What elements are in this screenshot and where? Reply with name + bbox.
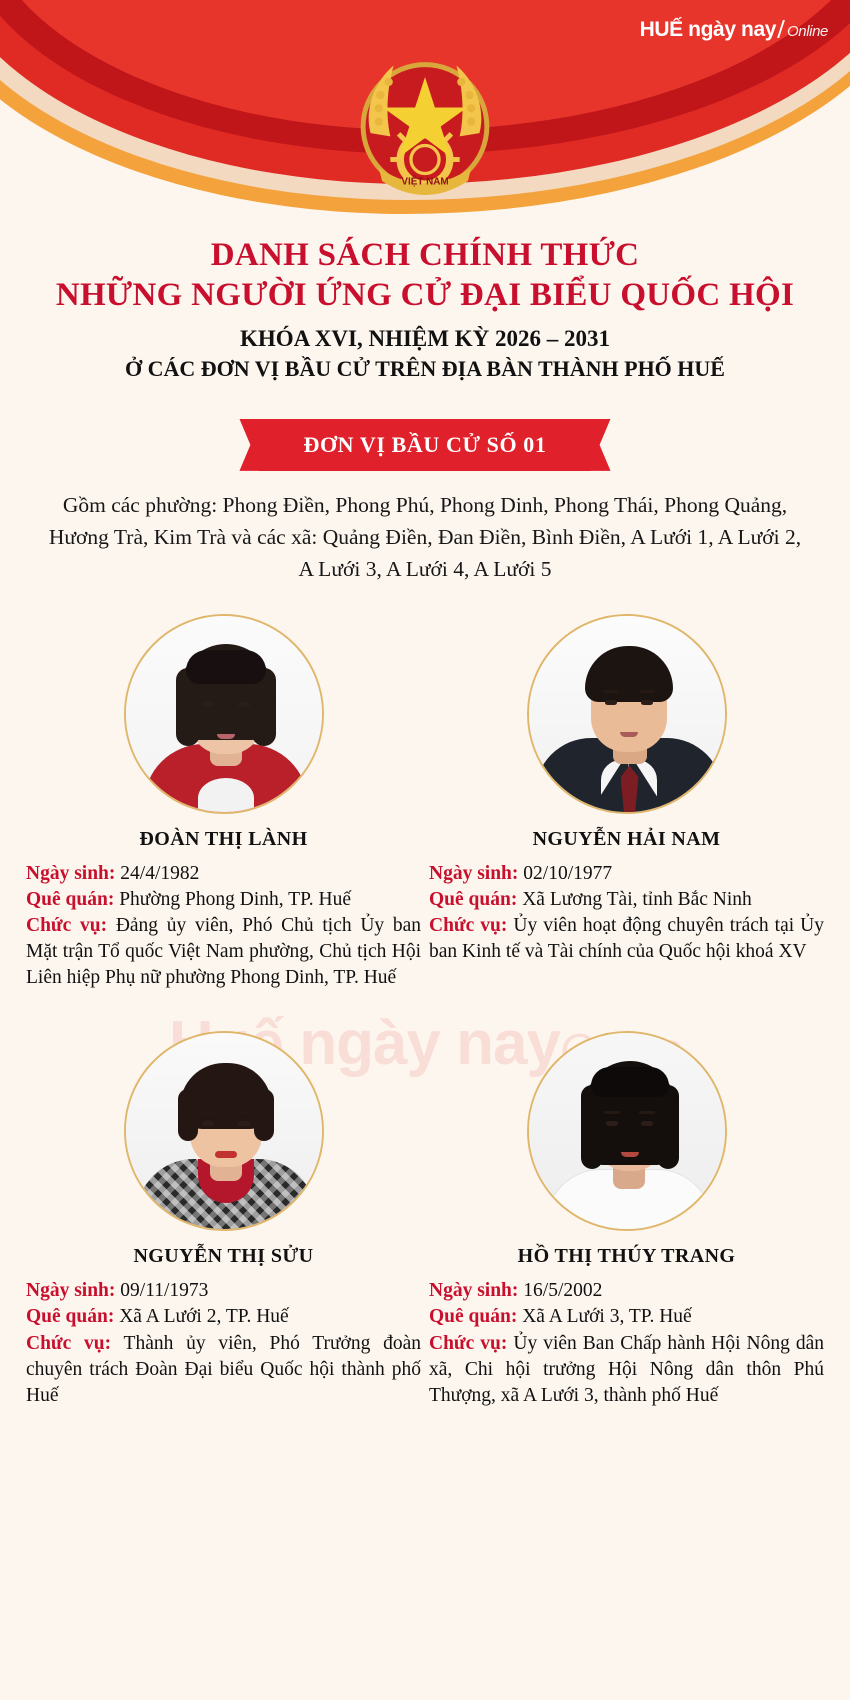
candidate-portrait bbox=[527, 614, 727, 814]
candidate-position bbox=[26, 1331, 421, 1409]
label-dob: Ngày sinh: bbox=[429, 862, 519, 884]
candidate-hometown bbox=[26, 1304, 421, 1330]
value-position: Ủy viên hoạt động chuyên trách tại Ủy ban Kinh tế và Tài chính của Quốc hội khoá XV bbox=[429, 914, 825, 963]
site-logo-name: HUẾ ngày nay bbox=[639, 18, 777, 41]
page-title-line3: KHÓA XVI, NHIỆM KỲ 2026 – 2031 bbox=[240, 325, 610, 351]
value-hometown: Phường Phong Dinh, TP. Huế bbox=[119, 888, 352, 910]
value-hometown: Xã A Lưới 2, TP. Huế bbox=[119, 1306, 289, 1328]
electoral-unit-ribbon-row bbox=[0, 419, 850, 471]
candidate-position bbox=[429, 1331, 824, 1409]
candidate-name: ĐOÀN THỊ LÀNH bbox=[139, 827, 308, 850]
candidate-card bbox=[22, 1031, 425, 1409]
candidate-grid bbox=[0, 614, 850, 1409]
label-position: Chức vụ: bbox=[429, 1332, 508, 1354]
candidate-name: HỒ THỊ THÚY TRANG bbox=[517, 1245, 736, 1268]
page-title-line4: Ở CÁC ĐƠN VỊ BẦU CỬ TRÊN ĐỊA BÀN THÀNH PHỐ HUẾ bbox=[125, 355, 725, 381]
label-position: Chức vụ: bbox=[26, 914, 108, 936]
value-hometown: Xã A Lưới 3, TP. Huế bbox=[522, 1306, 692, 1328]
candidate-dob bbox=[26, 1278, 421, 1304]
national-emblem-icon bbox=[343, 44, 508, 209]
candidate-photo-wrap bbox=[26, 614, 421, 814]
value-position: Đảng ủy viên, Phó Chủ tịch Ủy ban Mặt trận Tổ quốc Việt Nam phường, Chủ tịch Hội Liên hiệp Phụ nữ phường Phong Dinh, TP. Huế bbox=[26, 914, 422, 989]
label-hometown: Quê quán: bbox=[429, 888, 518, 910]
candidate-dob bbox=[26, 861, 421, 887]
candidate-card bbox=[425, 1031, 828, 1409]
candidate-photo-wrap bbox=[429, 614, 824, 814]
candidate-dob bbox=[429, 1278, 824, 1304]
label-position: Chức vụ: bbox=[26, 1332, 112, 1354]
label-dob: Ngày sinh: bbox=[26, 862, 116, 884]
value-dob: 02/10/1977 bbox=[523, 862, 613, 884]
value-dob: 16/5/2002 bbox=[523, 1280, 603, 1302]
candidate-dob bbox=[429, 861, 824, 887]
candidate-photo-wrap bbox=[26, 1031, 421, 1231]
value-dob: 09/11/1973 bbox=[120, 1280, 209, 1302]
candidate-name: NGUYỄN THỊ SỬU bbox=[133, 1245, 314, 1268]
watermark-text: Huế ngày nay bbox=[168, 1009, 560, 1078]
candidate-position bbox=[429, 913, 824, 965]
page-title-line1: DANH SÁCH CHÍNH THỨC bbox=[210, 237, 640, 273]
value-dob: 24/4/1982 bbox=[120, 862, 200, 884]
label-dob: Ngày sinh: bbox=[429, 1280, 519, 1302]
label-hometown: Quê quán: bbox=[429, 1306, 518, 1328]
candidate-portrait bbox=[124, 1031, 324, 1231]
candidate-name: NGUYỄN HẢI NAM bbox=[532, 827, 721, 850]
site-logo bbox=[640, 18, 828, 42]
title-block bbox=[0, 225, 850, 383]
page-title-line2: NHỮNG NGƯỜI ỨNG CỬ ĐẠI BIỂU QUỐC HỘI bbox=[55, 277, 795, 314]
logo-slash-icon bbox=[777, 20, 785, 38]
emblem-country-text: VIỆT NAM bbox=[401, 176, 449, 188]
label-hometown: Quê quán: bbox=[26, 888, 115, 910]
candidate-portrait bbox=[124, 614, 324, 814]
value-position: Thành ủy viên, Phó Trưởng đoàn chuyên trách Đoàn Đại biểu Quốc hội thành phố Huế bbox=[26, 1332, 422, 1406]
electoral-unit-ribbon: ĐƠN VỊ BẦU CỬ SỐ 01 bbox=[259, 419, 590, 471]
candidate-portrait bbox=[527, 1031, 727, 1231]
value-hometown: Xã Lương Tài, tỉnh Bắc Ninh bbox=[522, 888, 752, 910]
candidate-card bbox=[425, 614, 828, 992]
candidate-hometown bbox=[26, 887, 421, 913]
site-logo-edition: Online bbox=[787, 23, 828, 40]
candidate-hometown bbox=[429, 887, 824, 913]
electoral-unit-description: Gồm các phường: Phong Điền, Phong Phú, Phong Dinh, Phong Thái, Phong Quảng, Hương Trà, Kim Trà và các xã: Quảng Điền, Đan Điền, Bình Điền, A Lưới 1, A Lưới 2, A Lưới 3, A Lưới 4, A Lưới 5 bbox=[48, 492, 802, 582]
candidate-position bbox=[26, 913, 421, 991]
label-position: Chức vụ: bbox=[429, 914, 508, 936]
value-position: Ủy viên Ban Chấp hành Hội Nông dân xã, Chi hội trưởng Hội Nông dân thôn Phú Thượng, xã A Lưới 3, thành phố Huế bbox=[429, 1332, 824, 1406]
candidate-photo-wrap bbox=[429, 1031, 824, 1231]
candidate-card bbox=[22, 614, 425, 992]
candidate-hometown bbox=[429, 1304, 824, 1330]
label-dob: Ngày sinh: bbox=[26, 1280, 116, 1302]
label-hometown: Quê quán: bbox=[26, 1306, 115, 1328]
top-banner bbox=[0, 0, 850, 225]
